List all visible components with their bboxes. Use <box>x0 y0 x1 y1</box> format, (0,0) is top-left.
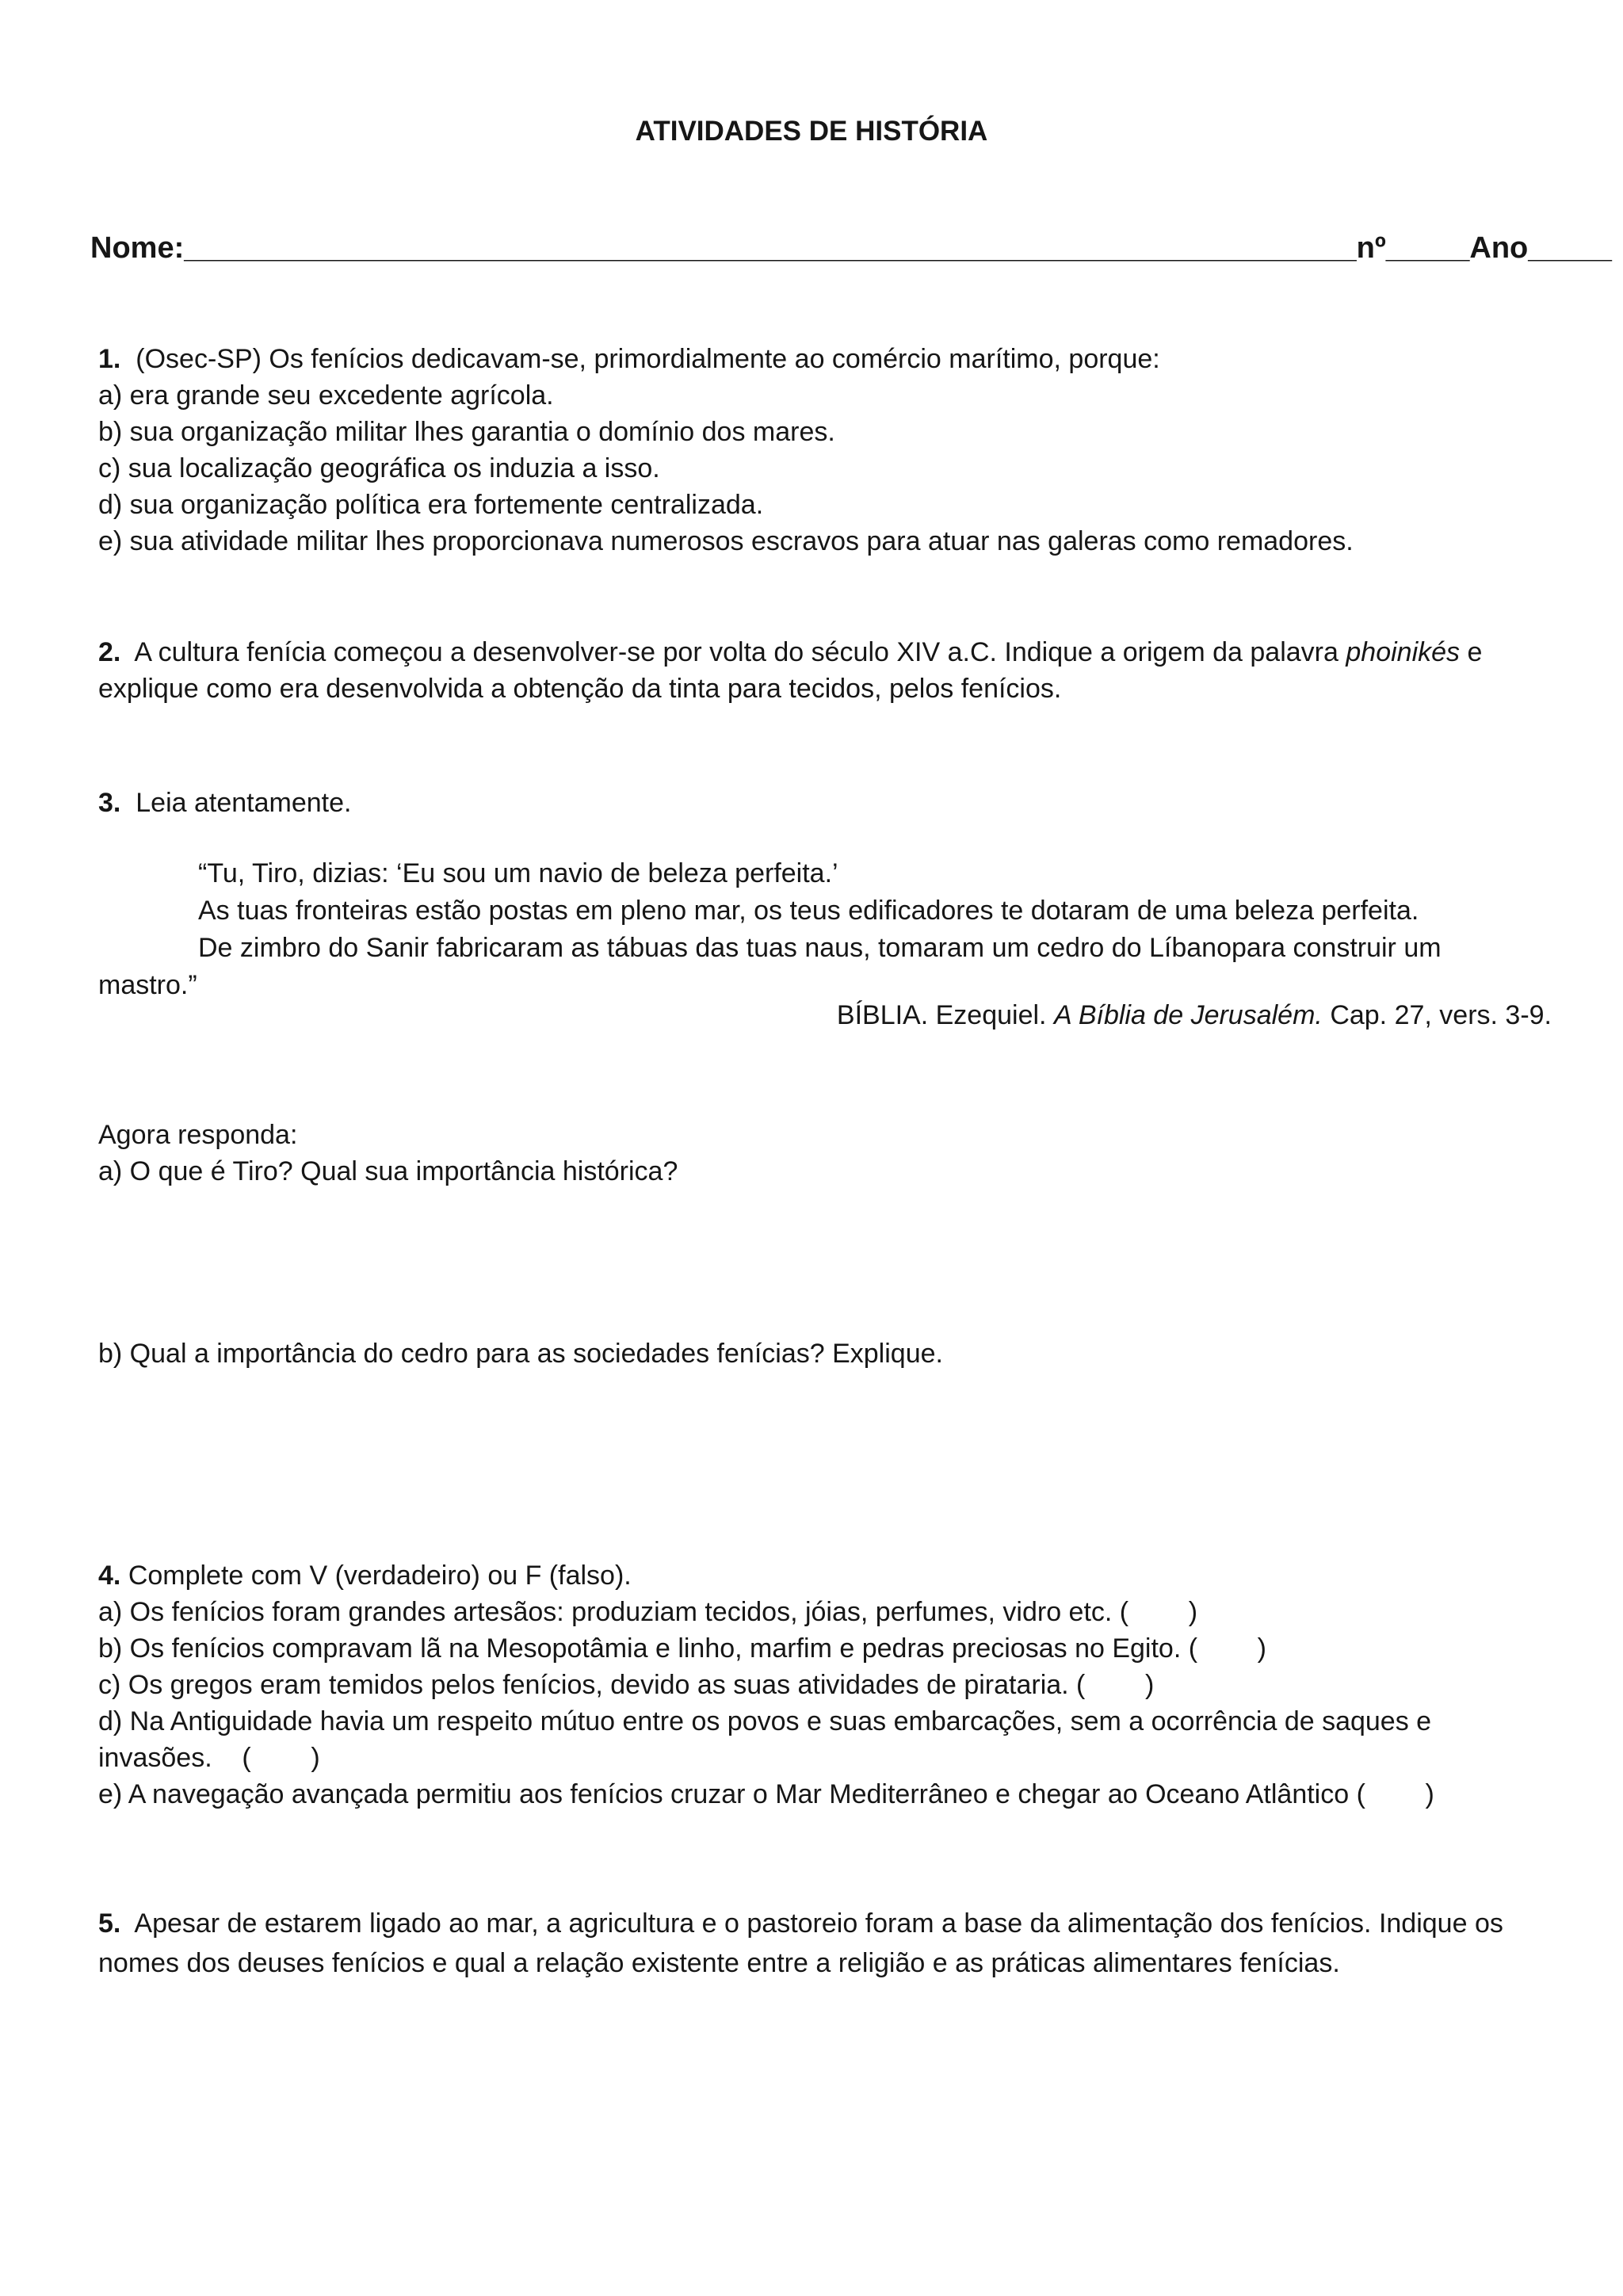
option-d: d) sua organização política era fortemente centralizada. <box>98 490 764 520</box>
citation-title: A Bíblia de Jerusalém. <box>1053 1000 1323 1030</box>
question-text: Leia atentamente. <box>136 788 352 818</box>
citation-suffix: Cap. 27, vers. 3-9. <box>1330 1000 1552 1030</box>
question-text: Apesar de estarem ligado ao mar, a agricultura e o pastoreio foram a base da alimentação dos fenícios. Indique os <box>134 1908 1503 1939</box>
quote-line: As tuas fronteiras estão postas em pleno mar, os teus edificadores te dotaram de uma beleza perfeita. <box>198 896 1419 926</box>
question-2 <box>98 634 1541 707</box>
quote-line: “Tu, Tiro, dizias: ‘Eu sou um navio de beleza perfeita.’ <box>198 858 838 888</box>
term-phoinikes: phoinikés <box>1346 637 1461 667</box>
tf-item-c: c) Os gregos eram temidos pelos fenícios, devido as suas atividades de pirataria. ( ) <box>98 1670 1155 1700</box>
tf-item-d: d) Na Antiguidade havia um respeito mútuo entre os povos e suas embarcações, sem a ocorrência de saques e <box>98 1706 1432 1736</box>
citation-prefix: BÍBLIA. Ezequiel. <box>836 1000 1047 1030</box>
page-title: ATIVIDADES DE HISTÓRIA <box>635 116 988 147</box>
question-3 <box>98 785 1541 821</box>
option-c: c) sua localização geográfica os induzia a isso. <box>98 453 660 483</box>
question-5 <box>98 1904 1541 1983</box>
part-a: a) O que é Tiro? Qual sua importância histórica? <box>98 1156 678 1186</box>
question-3-prompts <box>98 1117 1541 1190</box>
year-label: Ano <box>1469 231 1529 265</box>
option-a: a) era grande seu excedente agrícola. <box>98 380 554 411</box>
number-label: nº <box>1356 231 1386 265</box>
year-blank[interactable]: _____ <box>1528 231 1612 265</box>
question-text: A cultura fenícia começou a desenvolver-se por volta do século XIV a.C. Indique a origem da palavra <box>134 637 1338 667</box>
option-e: e) sua atividade militar lhes proporcionava numerosos escravos para atuar nas galeras como remadores. <box>98 526 1354 556</box>
question-text-tail: e <box>1467 637 1483 667</box>
question-3-part-b <box>98 1335 1541 1372</box>
quote-line: mastro.” <box>98 970 197 1000</box>
option-b: b) sua organização militar lhes garantia o domínio dos mares. <box>98 417 835 447</box>
question-text: Complete com V (verdadeiro) ou F (falso). <box>128 1561 632 1591</box>
bible-quote <box>98 855 1549 1004</box>
question-1 <box>98 341 1541 560</box>
question-number: 5. <box>98 1908 121 1939</box>
part-b: b) Qual a importância do cedro para as sociedades fenícias? Explique. <box>98 1339 943 1369</box>
tf-item-e: e) A navegação avançada permitiu aos fenícios cruzar o Mar Mediterrâneo e chegar ao Oceano Atlântico ( ) <box>98 1779 1434 1809</box>
question-text: (Osec-SP) Os fenícios dedicavam-se, primordialmente ao comércio marítimo, porque: <box>136 344 1160 374</box>
name-line <box>90 231 1612 266</box>
quote-citation <box>837 1000 1552 1031</box>
quote-line: De zimbro do Sanir fabricaram as tábuas das tuas naus, tomaram um cedro do Líbanopara construir um <box>198 933 1442 963</box>
tf-item-b: b) Os fenícios compravam lã na Mesopotâmia e linho, marfim e pedras preciosas no Egito. ( ) <box>98 1633 1266 1664</box>
tf-item-d-cont: invasões. ( ) <box>98 1743 320 1773</box>
question-text-line2: nomes dos deuses fenícios e qual a relação existente entre a religião e as práticas alimentares fenícias. <box>98 1948 1340 1978</box>
name-blank[interactable]: ______________________________________________________________________ <box>184 231 1357 265</box>
question-number: 1. <box>98 344 121 374</box>
question-number: 2. <box>98 637 121 667</box>
question-number: 3. <box>98 788 121 818</box>
answer-prompt: Agora responda: <box>98 1120 298 1150</box>
question-number: 4. <box>98 1561 121 1591</box>
tf-item-a: a) Os fenícios foram grandes artesãos: produziam tecidos, jóias, perfumes, vidro etc. ( ) <box>98 1597 1198 1627</box>
number-blank[interactable]: _____ <box>1385 231 1470 265</box>
name-label: Nome: <box>90 231 185 265</box>
question-text-line2: explique como era desenvolvida a obtenção da tinta para tecidos, pelos fenícios. <box>98 674 1062 704</box>
question-4 <box>98 1557 1541 1813</box>
